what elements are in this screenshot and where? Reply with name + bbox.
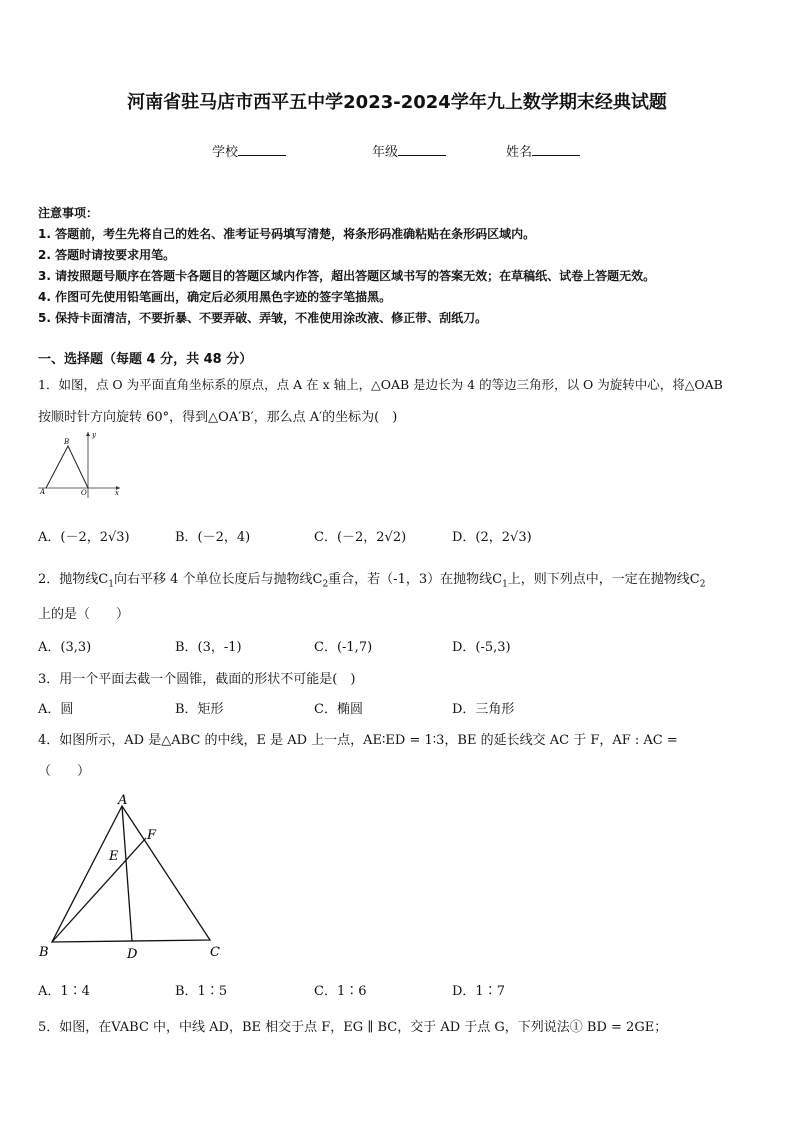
point-b-label: B: [64, 438, 70, 446]
q3-line1: 3．用一个平面去截一个圆锥，截面的形状不可能是( ): [38, 672, 356, 687]
q2-text-part: 重合，若（-1，3）在抛物线C: [328, 572, 503, 587]
school-blank: [238, 143, 286, 156]
q2-subscript: 1: [502, 579, 508, 590]
q1-figure: [34, 428, 124, 500]
notice-heading: 注意事项：: [38, 206, 99, 220]
segment-bf: [52, 838, 146, 942]
q2-text-part: 2．抛物线C: [38, 572, 109, 587]
grade-field: [372, 141, 446, 160]
page-title: 河南省驻马店市西平五中学2023-2024学年九上数学期末经典试题: [127, 92, 667, 113]
y-label: y: [92, 431, 96, 439]
q3-option-a: A．圆: [38, 702, 74, 717]
q4-option-d: D．1∶7: [452, 984, 505, 999]
x-label: x: [115, 489, 119, 497]
median-ad: [122, 806, 132, 941]
triangle-oab: [46, 446, 88, 488]
name-blank: [532, 143, 580, 156]
point-a-label: A: [40, 488, 46, 496]
section-heading: 一、选择题（每题 4 分，共 48 分）: [38, 352, 253, 367]
q4-option-a: A．1∶4: [38, 984, 90, 999]
q2-subscript: 2: [322, 579, 329, 590]
q4-line1: 4．如图所示，AD 是△ABC 的中线，E 是 AD 上一点，AE∶ED = 1∶3，BE 的延长线交 AC 于 F，AF : AC =: [38, 733, 678, 748]
point-b-label: B: [39, 945, 49, 960]
q2-subscript: 1: [108, 579, 114, 590]
y-axis-arrow: [86, 432, 90, 436]
point-c-label: C: [210, 945, 220, 960]
name-label: 姓名: [506, 145, 533, 160]
q2-option-d: D．(-5,3): [452, 640, 511, 655]
notice-item: 5. 保持卡面清洁，不要折暴、不要弄破、弄皱，不准使用涂改液、修正带、刮纸刀。: [38, 311, 488, 325]
notice-item: 2. 答题时请按要求用笔。: [38, 248, 176, 262]
notice-item: 4. 作图可先使用铅笔画出，确定后必须用黑色字迹的签字笔描黑。: [38, 290, 392, 304]
point-a-label: A: [118, 793, 128, 808]
school-label: 学校: [212, 145, 239, 160]
q4-option-b: B．1∶5: [175, 984, 228, 999]
q1-option-d: D．(2，2√3): [452, 530, 532, 545]
point-e-label: E: [109, 849, 119, 864]
q5-line1: 5．如图，在VABC 中，中线 AD，BE 相交于点 F，EG ∥ BC，交于 AD 于点 G，下列说法① BD = 2GE；: [38, 1020, 668, 1035]
q1-line1: 1．如图，点 O 为平面直角坐标系的原点，点 A 在 x 轴上，△OAB 是边长为 4 的等边三角形，以 O 为旋转中心，将△OAB: [38, 377, 723, 392]
q2-subscript: 2: [699, 579, 706, 590]
q3-option-c: C．椭圆: [314, 702, 363, 717]
point-d-label: D: [127, 947, 138, 962]
origin-label: O: [81, 489, 87, 497]
q4-option-c: C．1∶6: [314, 984, 367, 999]
q1-line2: 按顺时针方向旋转 60°，得到△OA′B′，那么点 A′的坐标为( ): [38, 410, 398, 425]
q2-line1: [38, 568, 705, 590]
q1-option-a: A．(－2，2√3): [38, 530, 130, 545]
grade-label: 年级: [372, 145, 399, 160]
q1-option-b: B．(－2，4): [175, 530, 251, 545]
notice-item: 1. 答题前，考生先将自己的姓名、准考证号码填写清楚，将条形码准确粘贴在条形码区域内。: [38, 227, 536, 241]
q3-option-b: B．矩形: [175, 702, 224, 717]
q2-line2: 上的是（ ）: [38, 607, 130, 622]
name-field: [506, 141, 580, 160]
q2-option-a: A．(3,3): [38, 640, 92, 655]
q2-text-part: 上，则下列点中，一定在抛物线C: [507, 572, 700, 587]
q3-option-d: D．三角形: [452, 702, 515, 717]
q4-figure: [34, 790, 234, 965]
notice-item: 3. 请按照题号顺序在答题卡各题目的答题区域内作答，超出答题区域书写的答案无效；在草稿纸、试卷上答题无效。: [38, 269, 656, 283]
grade-blank: [398, 143, 446, 156]
q1-option-c: C．(－2，2√2): [314, 530, 407, 545]
point-f-label: F: [147, 828, 157, 843]
q2-option-b: B．(3，-1): [175, 640, 242, 655]
q4-line2: （ ）: [38, 764, 91, 779]
q2-option-c: C．(-1,7): [314, 640, 373, 655]
q2-text-part: 向右平移 4 个单位长度后与抛物线C: [113, 572, 323, 587]
school-field: [212, 141, 286, 160]
